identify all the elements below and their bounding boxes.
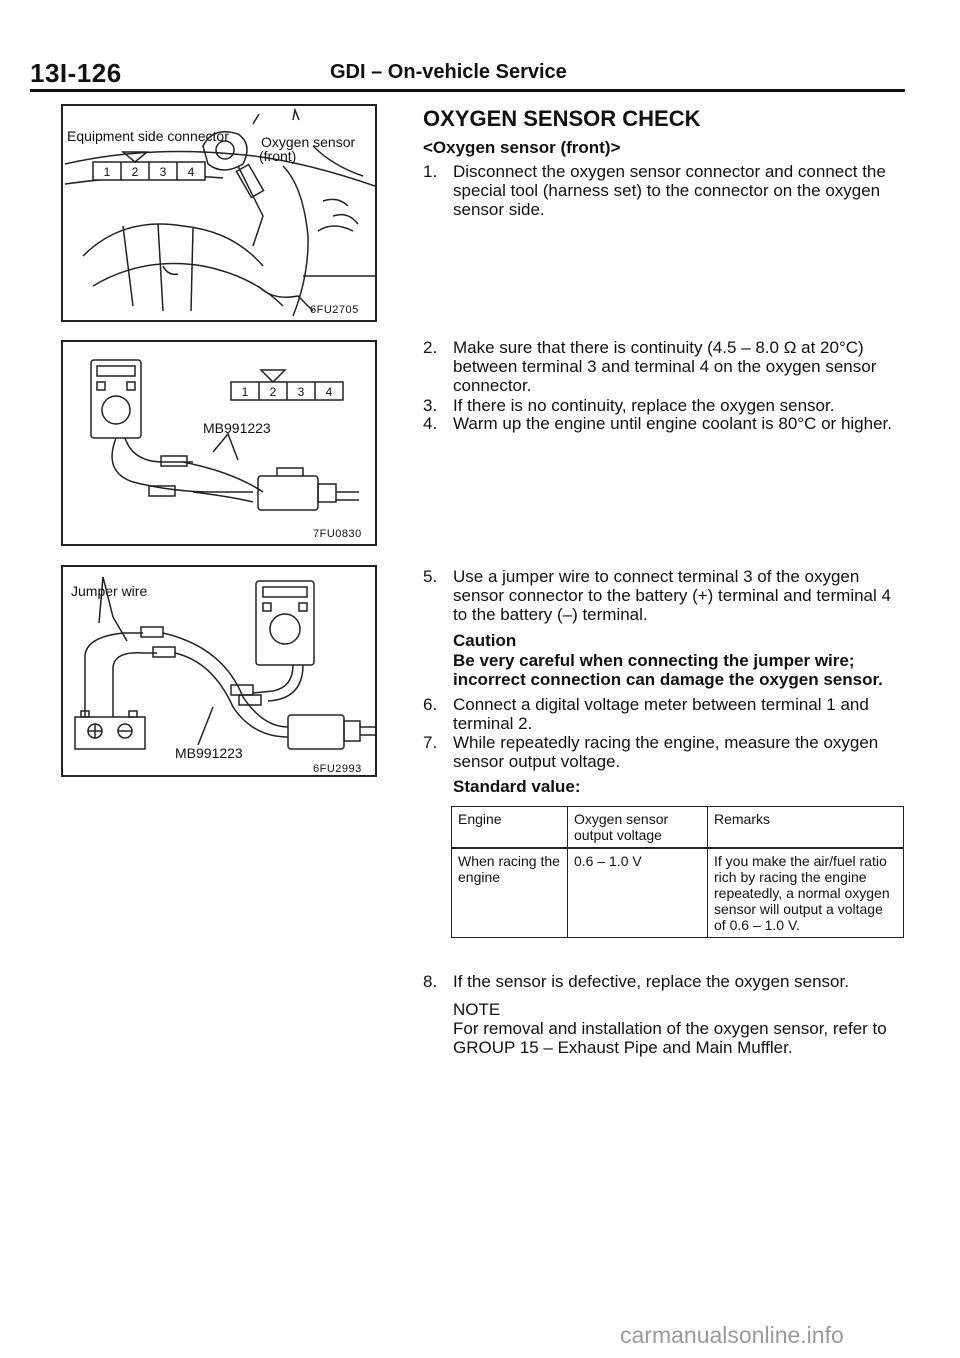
step-text: Connect a digital voltage meter between terminal 1 and terminal 2. [453, 695, 869, 733]
table-header-cell: Engine [452, 807, 568, 849]
step-number: 2. [423, 338, 438, 357]
watermark: carmanualsonline.info [620, 1322, 844, 1348]
standard-value-table [451, 806, 904, 938]
header-rule [30, 89, 905, 92]
step-7 [423, 733, 905, 773]
step-text: If the sensor is defective, replace the oxygen sensor. [453, 972, 849, 991]
step-8 [423, 972, 905, 992]
step-4 [423, 414, 905, 434]
step-number: 1. [423, 162, 438, 181]
step-text: If there is no continuity, replace the oxygen sensor. [453, 396, 835, 415]
pin-4: 4 [187, 165, 195, 179]
table-header-row [452, 807, 904, 849]
step-text: Make sure that there is continuity (4.5 – 8.0 Ω at 20°C) between terminal 3 and terminal 4 on the oxygen sensor connector. [453, 338, 877, 395]
continuity-check-drawing [63, 342, 377, 546]
figure-code: 7FU0830 [313, 528, 362, 540]
step-2 [423, 338, 905, 398]
tool-label: MB991223 [175, 745, 243, 761]
pin-1: 1 [103, 165, 111, 179]
pin-2: 2 [131, 165, 139, 179]
sensor-label: Oxygen sensor [261, 134, 356, 150]
page-heading: OXYGEN SENSOR CHECK [423, 106, 701, 131]
figure-sensor-location [61, 104, 377, 322]
pin-1: 1 [241, 385, 249, 399]
figure-code: 6FU2993 [313, 763, 362, 775]
table-row [452, 848, 904, 938]
table-cell: If you make the air/fuel ratio rich by racing the engine repeatedly, a normal oxygen sensor will output a voltage of 0.6 – 1.0 V. [708, 848, 904, 938]
step-5 [423, 567, 905, 627]
jumper-wire-label: Jumper wire [71, 583, 148, 599]
caution-text: Be very careful when connecting the jumper wire; incorrect connection can damage the oxygen sensor. [453, 651, 883, 689]
pin-4: 4 [325, 385, 333, 399]
step-number: 6. [423, 695, 438, 714]
subheading: <Oxygen sensor (front)> [423, 138, 621, 157]
tool-label: MB991223 [203, 420, 271, 436]
step-text: Use a jumper wire to connect terminal 3 of the oxygen sensor connector to the battery (+) terminal and terminal 4 to the battery (–) terminal. [453, 567, 891, 624]
sensor-sublabel: (front) [259, 148, 297, 164]
step-text: While repeatedly racing the engine, measure the oxygen sensor output voltage. [453, 733, 879, 771]
step-number: 7. [423, 733, 438, 752]
step-number: 3. [423, 396, 438, 415]
standard-value-label: Standard value: [453, 777, 581, 796]
step-1 [423, 162, 905, 222]
note-text: For removal and installation of the oxygen sensor, refer to GROUP 15 – Exhaust Pipe and Main Muffler. [453, 1019, 887, 1057]
step-number: 8. [423, 972, 438, 991]
step-text: Warm up the engine until engine coolant is 80°C or higher. [453, 414, 892, 433]
connector-label: Equipment side connector [67, 128, 229, 144]
pin-2: 2 [269, 385, 277, 399]
caution-title: Caution [453, 631, 517, 650]
figure-voltage-check [61, 565, 377, 777]
step-3 [423, 396, 905, 416]
table-header-cell: Remarks [708, 807, 904, 849]
figure-code: 6FU2705 [310, 304, 359, 316]
note-title: NOTE [453, 1000, 501, 1019]
pin-3: 3 [297, 385, 305, 399]
pin-3: 3 [159, 165, 167, 179]
step-text: Disconnect the oxygen sensor connector and connect the special tool (harness set) to the connector on the oxygen sensor side. [453, 162, 886, 219]
table-cell: When racing the engine [452, 848, 568, 938]
table-cell: 0.6 – 1.0 V [568, 848, 708, 938]
table-header-cell: Oxygen sensor output voltage [568, 807, 708, 849]
figure-continuity-check [61, 340, 377, 546]
page-number: 13I-126 [30, 58, 122, 88]
step-number: 4. [423, 414, 438, 433]
step-6 [423, 695, 905, 735]
step-number: 5. [423, 567, 438, 586]
section-title: GDI – On-vehicle Service [330, 61, 567, 83]
